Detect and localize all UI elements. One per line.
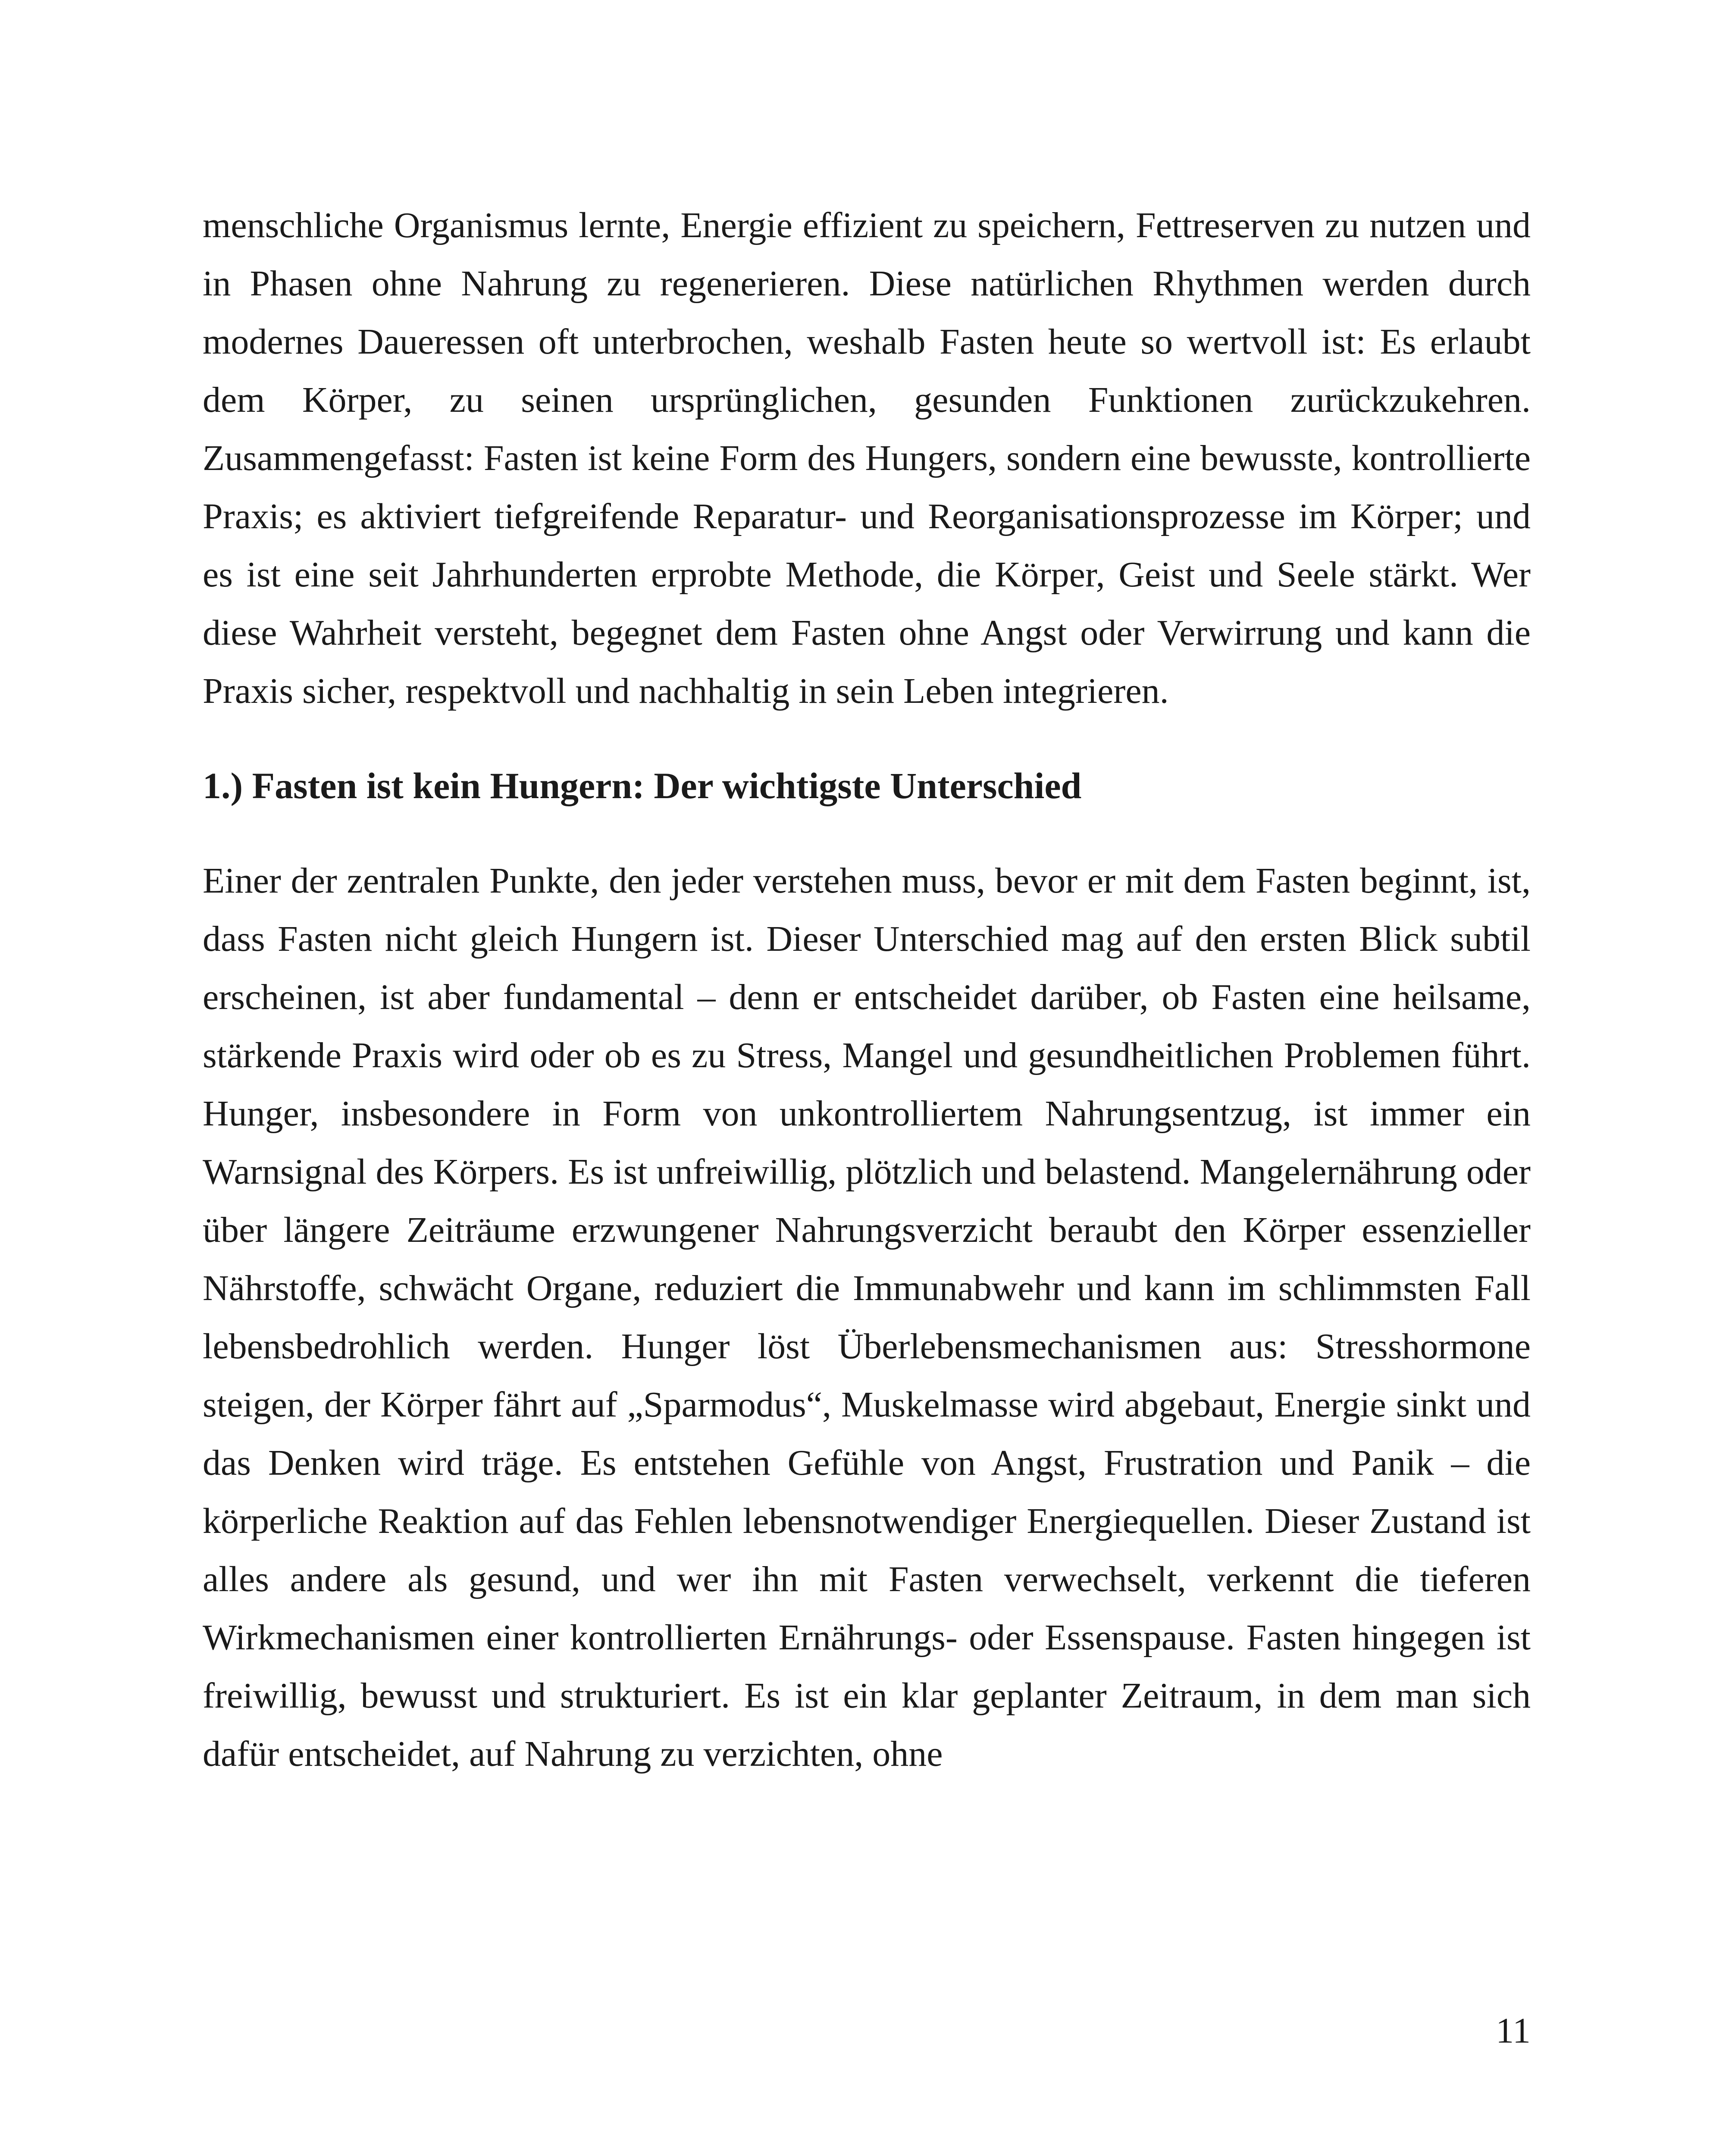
body-paragraph: Einer der zentralen Punkte, den jeder verstehen muss, bevor er mit dem Fasten beginnt, ist, dass Fasten nicht gleich Hungern ist. Dieser Unterschied mag auf den ersten Blick subtil erscheinen, ist aber fundamental – denn er entscheidet darüber, ob Fasten eine heilsame, stärkende Praxis wird oder ob es zu Stress, Mangel und gesundheitlichen Problemen führt. Hunger, insbesondere in Form von unkontrolliertem Nahrungsentzug, ist immer ein Warnsignal des Körpers. Es ist unfreiwillig, plötzlich und belastend. Mangelernährung oder über längere Zeiträume erzwungener Nahrungsverzicht beraubt den Körper essenzieller Nährstoffe, schwächt Organe, reduziert die Immunabwehr und kann im schlimmsten Fall lebensbedrohlich werden. Hunger löst Überlebensmechanismen aus: Stresshormone steigen, der Körper fährt auf „Sparmodus“, Muskelmasse wird abgebaut, Energie sinkt und das Denken wird träge. Es entstehen Gefühle von Angst, Frustration und Panik – die körperliche Reaktion auf das Fehlen lebensnotwendiger Energiequellen. Dieser Zustand ist alles andere als gesund, und wer ihn mit Fasten verwechselt, verkennt die tieferen Wirkmechanismen einer kontrollierten Ernährungs- oder Essenspause. Fasten hingegen ist freiwillig, bewusst und strukturiert. Es ist ein klar geplanter Zeitraum, in dem man sich dafür entscheidet, auf Nahrung zu verzichten, ohne bbox=[203, 861, 1531, 1774]
document-page bbox=[203, 196, 1531, 1783]
body-paragraph: menschliche Organismus lernte, Energie effizient zu speichern, Fettreserven zu nutzen und in Phasen ohne Nahrung zu regenerieren. Diese natürlichen Rhythmen werden durch modernes Daueressen oft unterbrochen, weshalb Fasten heute so wertvoll ist: Es erlaubt dem Körper, zu seinen ursprünglichen, gesunden Funktionen zurückzukehren. Zusammengefasst: Fasten ist keine Form des Hungers, sondern eine bewusste, kontrollierte Praxis; es aktiviert tiefgreifende Reparatur- und Reorganisationsprozesse im Körper; und es ist eine seit Jahrhunderten erprobte Methode, die Körper, Geist und Seele stärkt. Wer diese Wahrheit versteht, begegnet dem Fasten ohne Angst oder Verwirrung und kann die Praxis sicher, respektvoll und nachhaltig in sein Leben integrieren. bbox=[203, 205, 1531, 711]
section-heading: 1.) Fasten ist kein Hungern: Der wichtigste Unterschied bbox=[203, 765, 1082, 806]
page-number: 11 bbox=[1496, 2011, 1531, 2051]
